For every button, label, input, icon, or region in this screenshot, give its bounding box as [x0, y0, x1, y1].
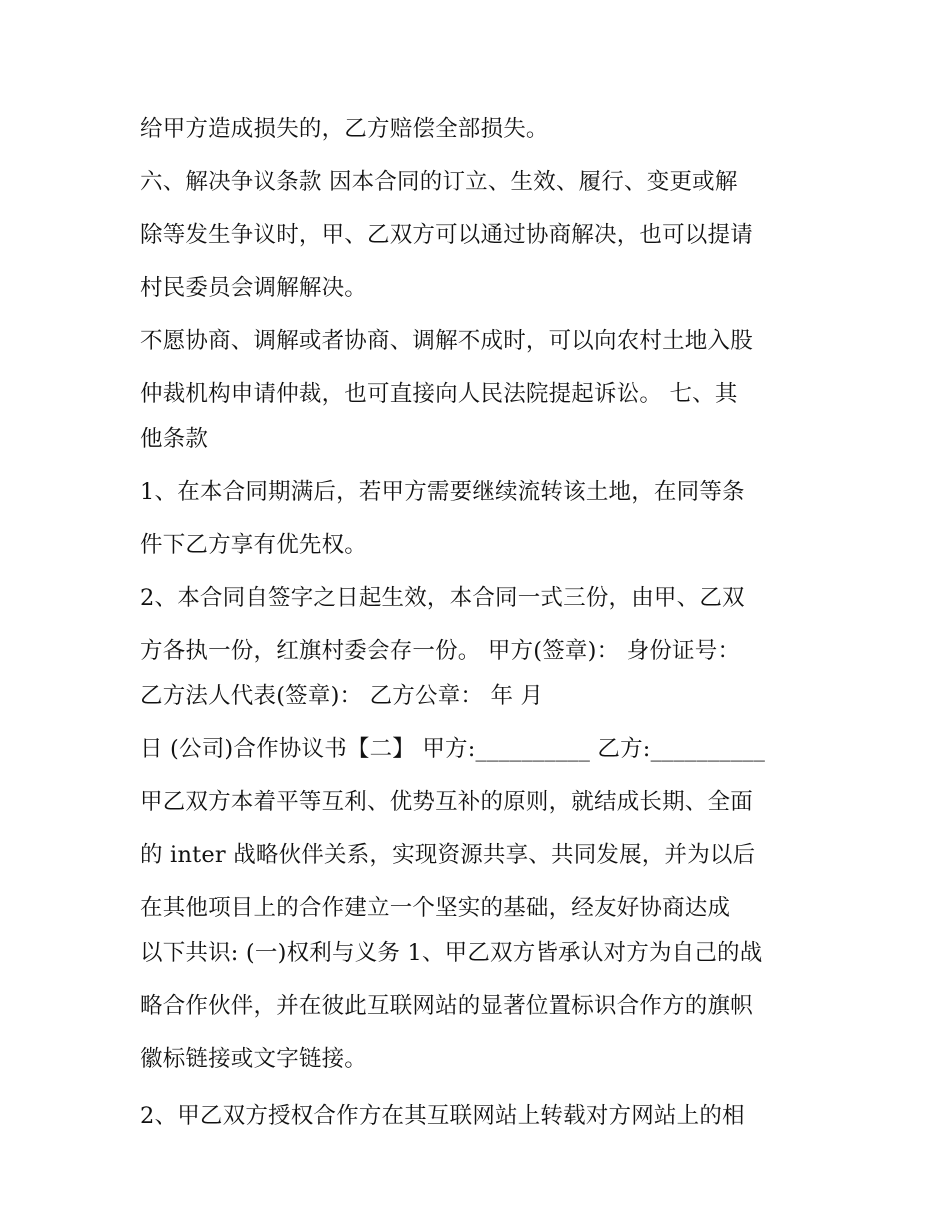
text-line: 1、在本合同期满后，若甲方需要继续流转该土地，在同等条 [140, 479, 745, 505]
text-line: 的 inter 战略伙伴关系，实现资源共享、共同发展，并为以后 [140, 842, 756, 868]
text-line: 他条款 [140, 426, 209, 452]
text-line: 村民委员会调解解决。 [140, 275, 368, 301]
text-line: 以下共识: (一)权利与义务 1、甲乙双方皆承认对方为自己的战 [140, 940, 763, 966]
text-line: 略合作伙伴，并在彼此互联网站的显著位置标识合作方的旗帜 [140, 993, 753, 1019]
text-line: 件下乙方享有优先权。 [140, 532, 368, 558]
text-line: 六、解决争议条款 因本合同的订立、生效、履行、变更或解 [140, 169, 738, 195]
text-line: 仲裁机构申请仲裁，也可直接向人民法院提起诉讼。 七、其 [140, 381, 738, 407]
document-body [140, 107, 830, 1139]
text-line: 2、本合同自签字之日起生效，本合同一式三份，由甲、乙双 [140, 585, 745, 611]
text-line: 甲乙双方本着平等互利、优势互补的原则，就结成长期、全面 [140, 789, 753, 815]
text-line: 乙方法人代表(签章)： 乙方公章： 年 月 [140, 683, 544, 709]
text-line: 给甲方造成损失的，乙方赔偿全部损失。 [140, 116, 549, 142]
text-line: 2、甲乙双方授权合作方在其互联网站上转载对方网站上的相 [140, 1103, 745, 1129]
text-line: 除等发生争议时，甲、乙双方可以通过协商解决，也可以提请 [140, 222, 753, 248]
text-line: 徽标链接或文字链接。 [140, 1046, 368, 1072]
text-line: 日 (公司)合作协议书【二】 甲方:__________ 乙方:__________ [140, 736, 766, 762]
text-line: 方各执一份，红旗村委会存一份。 甲方(签章)： 身份证号： [140, 638, 741, 664]
text-line: 在其他项目上的合作建立一个坚实的基础，经友好协商达成 [140, 895, 731, 921]
text-line: 不愿协商、调解或者协商、调解不成时，可以向农村土地入股 [140, 328, 753, 354]
